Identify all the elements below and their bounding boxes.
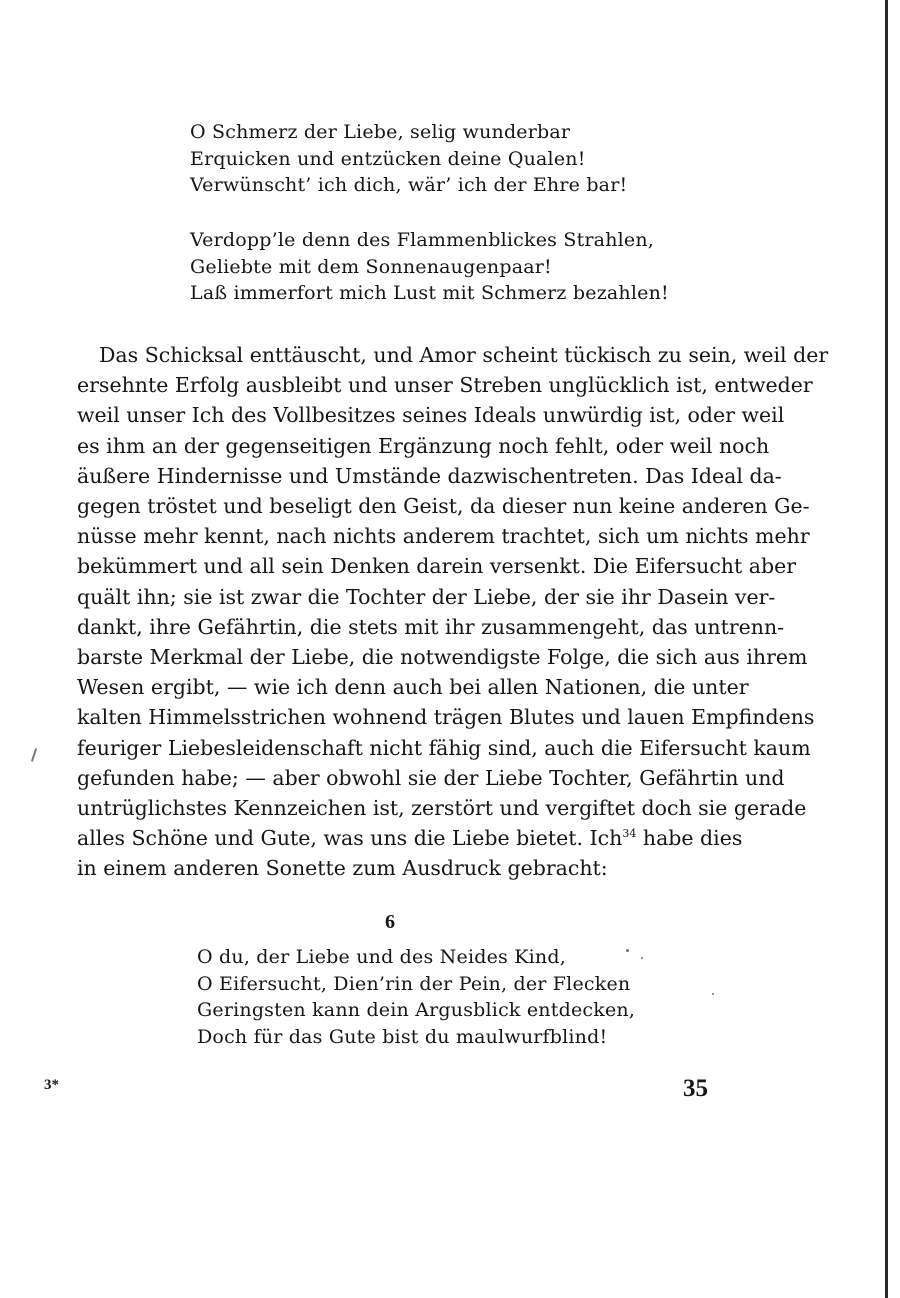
verse-line: O Eifersucht, Dien’rin der Pein, der Flecken <box>197 972 631 995</box>
prose-line: dankt, ihre Gefährtin, die stets mit ihr zusammengeht, das untrenn- <box>77 614 785 639</box>
prose-line: bekümmert und all sein Denken darein versenkt. Die Eifersucht aber <box>77 554 797 579</box>
prose-line: äußere Hindernisse und Umstände dazwischentreten. Das Ideal da- <box>77 463 782 488</box>
prose-line-text: alles Schöne und Gute, was uns die Liebe bietet. Ich <box>77 826 623 851</box>
prose-line: Wesen ergibt, — wie ich denn auch bei allen Nationen, die unter <box>77 675 749 700</box>
prose-line: gefunden habe; — aber obwohl sie der Liebe Tochter, Gefährtin und <box>77 765 785 790</box>
verse-line: O Schmerz der Liebe, selig wunderbar <box>190 121 571 143</box>
prose-line: nüsse mehr kennt, nach nichts anderem trachtet, sich um nichts mehr <box>77 524 810 549</box>
prose-line: ersehnte Erfolg ausbleibt und unser Streben unglücklich ist, entweder <box>77 373 813 398</box>
footnote-reference: 34 <box>622 827 637 841</box>
verse-line: Verdopp’le denn des Flammenblickes Strahlen, <box>190 229 655 251</box>
poem-stanza-2 <box>190 227 669 307</box>
prose-line: kalten Himmelsstrichen wohnend trägen Blutes und lauen Empfindens <box>77 705 815 730</box>
prose-line: quält ihn; sie ist zwar die Tochter der Liebe, der sie ihr Dasein ver- <box>77 584 776 609</box>
prose-line: feuriger Liebesleidenschaft nicht fähig sind, auch die Eifersucht kaum <box>77 735 811 760</box>
prose-line-text-continued: habe dies <box>636 826 743 851</box>
prose-line: gegen tröstet und beseligt den Geist, da dieser nun keine anderen Ge- <box>77 494 810 519</box>
prose-line: barste Merkmal der Liebe, die notwendigste Folge, die sich aus ihrem <box>77 645 808 670</box>
verse-line: Geringsten kann dein Argusblick entdecken, <box>197 999 636 1021</box>
verse-line: Doch für das Gute bist du maulwurfblind! <box>197 1025 608 1048</box>
prose-line-with-footnote <box>77 823 743 853</box>
verse-line: Laß immerfort mich Lust mit Schmerz bezahlen! <box>190 282 669 304</box>
verse-line: Geliebte mit dem Sonnenaugenpaar! <box>190 255 552 278</box>
scan-speck <box>712 993 714 995</box>
verse-line: Verwünscht’ ich dich, wär’ ich der Ehre bar! <box>190 174 628 196</box>
verse-line: O du, der Liebe und des Neides Kind, <box>197 946 566 968</box>
page-edge-shadow <box>885 0 888 1298</box>
prose-line: in einem anderen Sonette zum Ausdruck gebracht: <box>77 856 608 881</box>
prose-line: untrüglichstes Kennzeichen ist, zerstört und vergiftet doch sie gerade <box>77 796 807 821</box>
sonnet-number: 6 <box>385 911 395 933</box>
prose-paragraph <box>77 340 829 884</box>
page-number: 35 <box>683 1075 708 1102</box>
scan-speck <box>31 748 37 762</box>
verse-line: Erquicken und entzücken deine Qualen! <box>190 147 586 170</box>
scan-speck <box>626 949 629 952</box>
scan-speck <box>641 957 643 959</box>
prose-line: Das Schicksal enttäuscht, und Amor scheint tückisch zu sein, weil der <box>99 343 829 367</box>
poem-stanza-1 <box>190 119 627 199</box>
prose-line: es ihm an der gegenseitigen Ergänzung noch fehlt, oder weil noch <box>77 433 770 458</box>
printer-signature-mark: 3* <box>44 1077 59 1093</box>
prose-line: weil unser Ich des Vollbesitzes seines Ideals unwürdig ist, oder weil <box>77 403 785 428</box>
sonnet-stanza <box>197 944 635 1050</box>
